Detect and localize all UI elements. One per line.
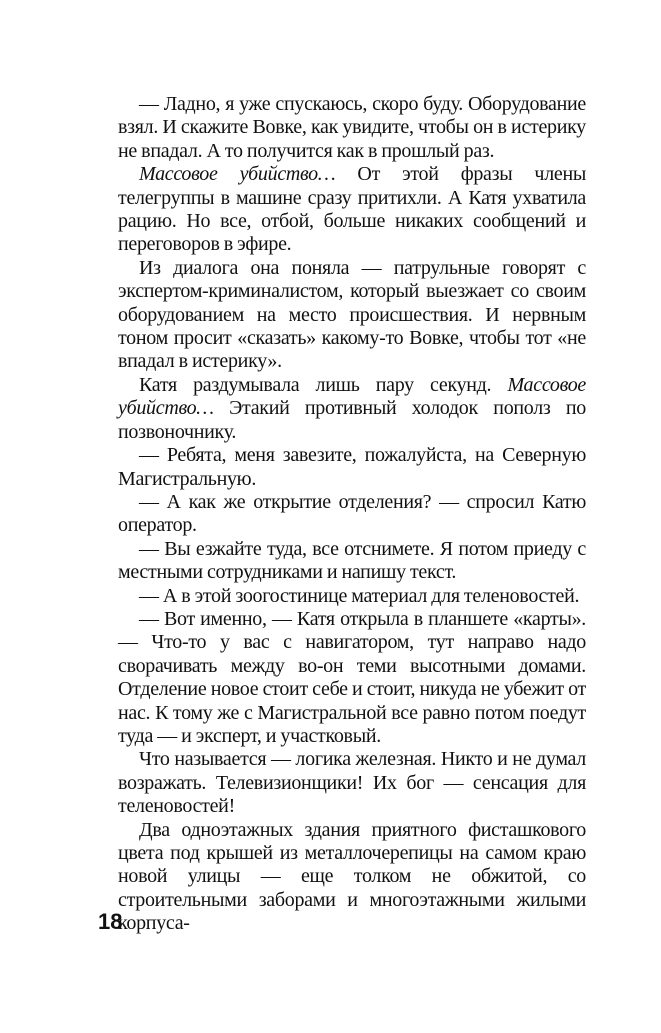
text-run: — А как же открытие отделения? — спросил Катю оператор. — [118, 490, 586, 537]
paragraph-5 — [118, 444, 586, 491]
paragraph-7 — [118, 538, 586, 585]
text-run: — Вот именно, — Катя открыла в планшете «карты». — Что-то у вас с навигатором, тут направо надо сворачивать между во-он теми высотными домами. Отделение новое стоит себе и стоит, никуда не убежит от нас. К тому же с Магистральной все равно потом поедут туда — и эксперт, и участковый. — [118, 607, 586, 747]
italic-run: Массовое убийство… — [118, 373, 586, 420]
page-number: 18 — [98, 909, 123, 934]
text-run: Катя раздумывала лишь пару секунд. — [139, 373, 508, 396]
paragraph-9 — [118, 608, 586, 748]
paragraph-6 — [118, 491, 586, 538]
text-run: — Ладно, я уже спускаюсь, скоро буду. Оборудование взял. И скажите Вовке, как увидите, чтобы он в истерику не впадал. А то получится как в прошлый раз. — [118, 93, 586, 162]
paragraph-2 — [118, 163, 586, 257]
text-run: От этой фразы члены телегруппы в машине сразу притихли. А Катя ухватила рацию. Но все, отбой, больше никаких сообщений и переговоров в эфире. — [118, 163, 586, 256]
body-text — [118, 93, 586, 936]
paragraph-11 — [118, 819, 586, 936]
text-run: Что называется — логика железная. Никто и не думал возражать. Телевизионщики! Их бог — сенсация для теленовостей! — [118, 748, 586, 818]
italic-run: Массовое убийство… — [139, 163, 336, 186]
text-run: Этакий противный холодок пополз по позвоночнику. — [118, 397, 586, 443]
text-run: Два одноэтажных здания приятного фисташкового цвета под крышей из металлочерепицы на самом краю новой улицы — еще толком не обжитой, со строительными заборами и многоэтажными жилыми корпуса- — [118, 818, 586, 935]
paragraph-4 — [118, 374, 586, 444]
text-run: — Ребята, меня завезите, пожалуйста, на Северную Магистральную. — [118, 444, 586, 490]
text-run: — Вы езжайте туда, все отснимете. Я потом приеду с местными сотрудниками и напишу текст. — [118, 537, 586, 584]
paragraph-8 — [118, 585, 586, 608]
text-run: — А в этой зоогостинице материал для теленовостей. — [139, 584, 580, 607]
paragraph-1 — [118, 93, 586, 163]
text-run: Из диалога она поняла — патрульные говорят с экспертом-криминалистом, который выезжает со своим оборудованием на место происшествия. И нервным тоном просит «сказать» какому-то Вовке, чтобы тот «не впадал в истерику». — [118, 256, 586, 373]
paragraph-3 — [118, 257, 586, 374]
paragraph-10 — [118, 748, 586, 818]
